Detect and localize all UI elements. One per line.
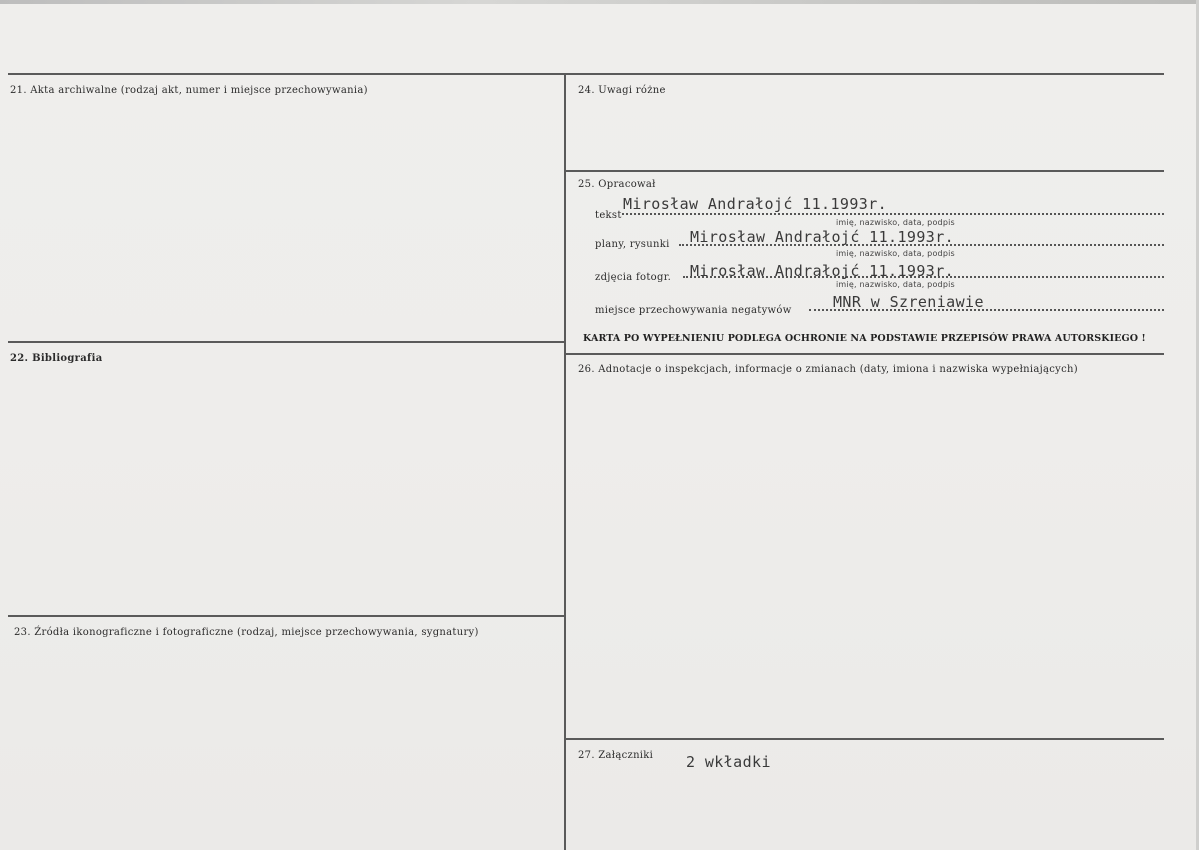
attachments-value: 2 wkładki	[686, 753, 771, 771]
center-divider	[564, 73, 566, 850]
section-24-label: 24. Uwagi różne	[578, 85, 666, 96]
field-label-plany: plany, rysunki	[595, 239, 670, 250]
field-label-zdjecia: zdjęcia fotogr.	[595, 272, 672, 283]
section-23-label: 23. Źródła ikonograficzne i fotograficzne (rodzaj, miejsce przechowywania, sygnatury)	[14, 627, 479, 638]
rule-22-23	[8, 615, 564, 617]
field-value-tekst: Mirosław Andrałojć 11.1993r.	[623, 195, 888, 213]
field-caption-plany: imię, nazwisko, data, podpis	[836, 249, 955, 258]
field-label-tekst: tekst	[595, 210, 622, 221]
section-27-label: 27. Załączniki	[578, 750, 654, 761]
section-26-label: 26. Adnotacje o inspekcjach, informacje o zmianach (daty, imiona i nazwiska wypełniających)	[578, 364, 1078, 375]
rule-24-25	[566, 170, 1164, 172]
copyright-warning: KARTA PO WYPEŁNIENIU PODLEGA OCHRONIE NA PODSTAWIE PRZEPISÓW PRAWA AUTORSKIEGO !	[583, 333, 1146, 344]
field-label-negatywy: miejsce przechowywania negatywów	[595, 305, 792, 316]
top-rule	[8, 73, 1164, 75]
field-value-negatywy: MNR w Szreniawie	[833, 293, 984, 311]
field-value-plany: Mirosław Andrałojć 11.1993r.	[690, 228, 955, 246]
section-21-label: 21. Akta archiwalne (rodzaj akt, numer i miejsce przechowywania)	[10, 85, 368, 96]
rule-26-27	[566, 738, 1164, 740]
field-caption-zdjecia: imię, nazwisko, data, podpis	[836, 280, 955, 289]
field-line-tekst	[622, 213, 1164, 215]
field-value-zdjecia: Mirosław Andrałojć 11.1993r.	[690, 262, 955, 280]
field-caption-tekst: imię, nazwisko, data, podpis	[836, 218, 955, 227]
rule-25-26	[566, 353, 1164, 355]
paper-top-edge	[0, 0, 1199, 4]
section-22-label: 22. Bibliografia	[10, 353, 103, 364]
section-25-label: 25. Opracował	[578, 179, 656, 190]
rule-21-22	[8, 341, 564, 343]
